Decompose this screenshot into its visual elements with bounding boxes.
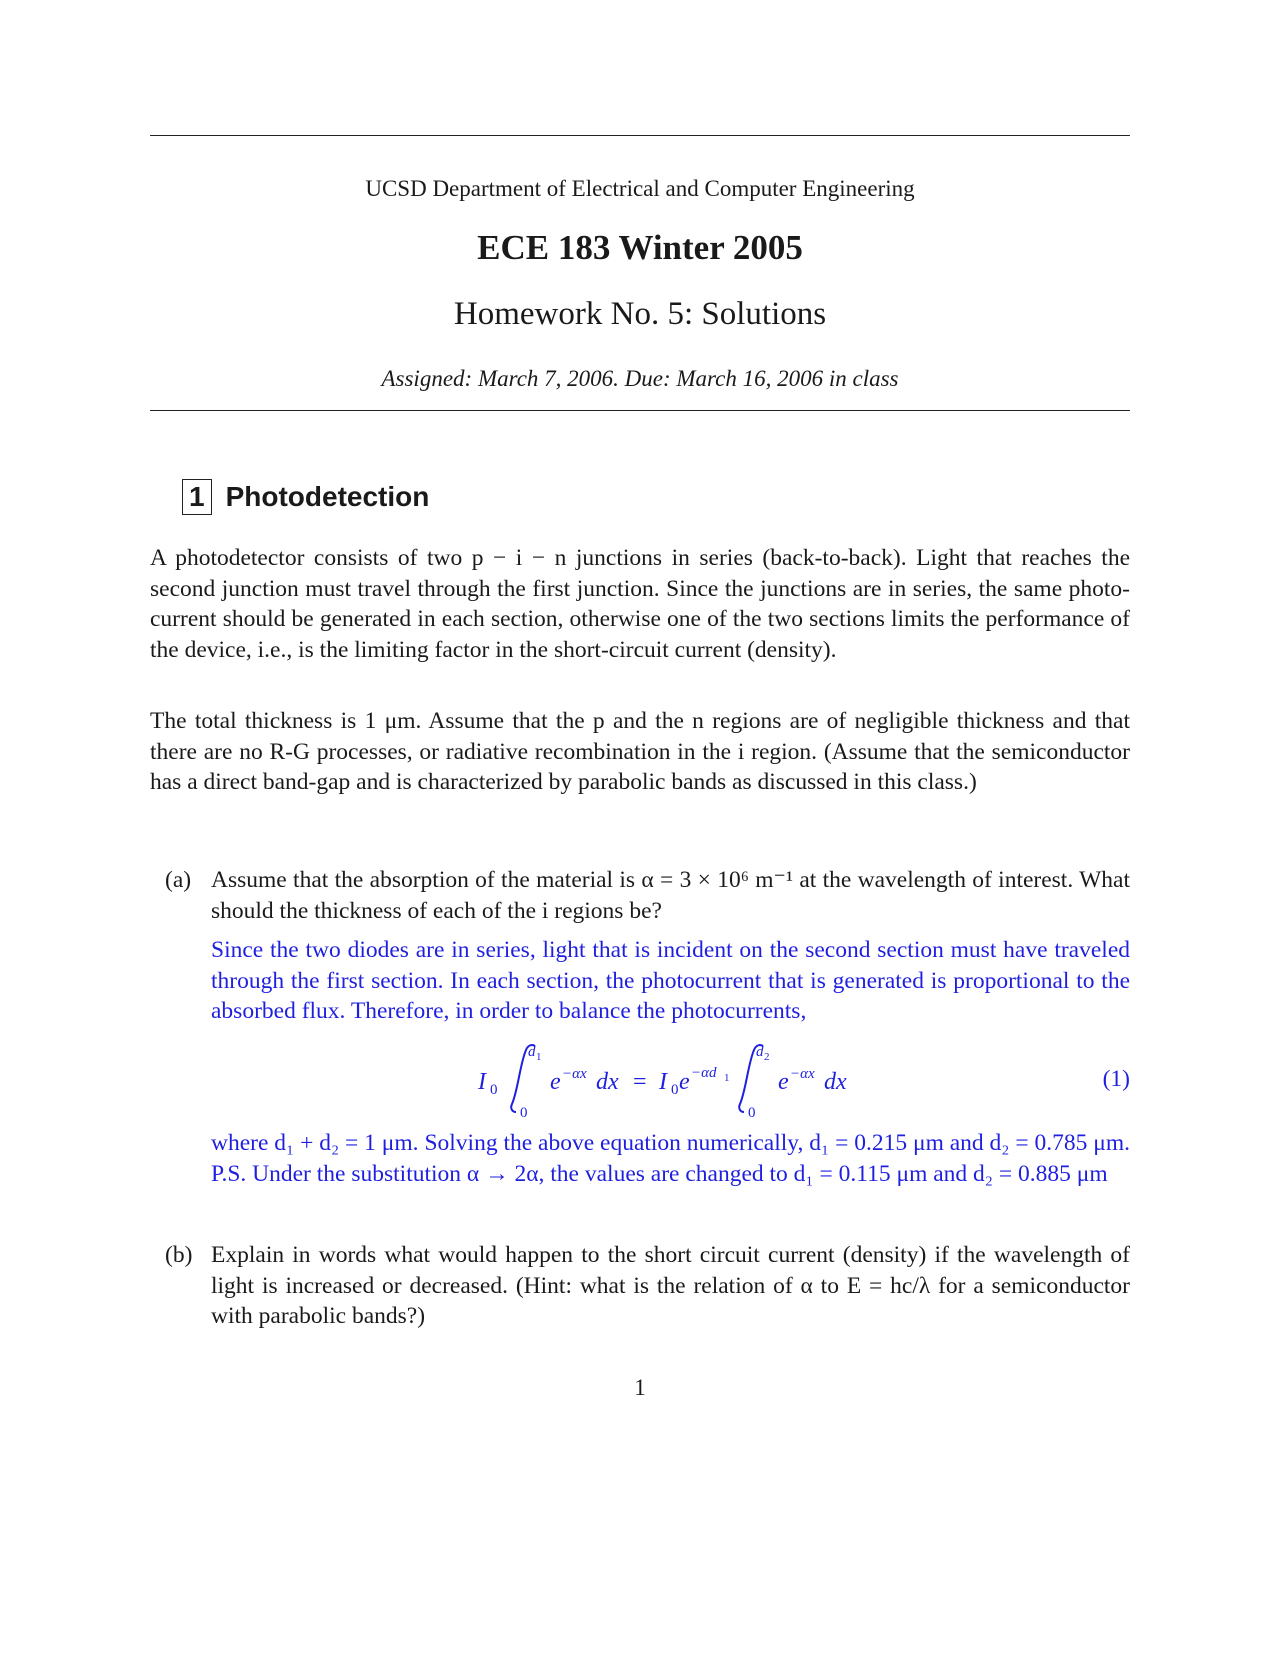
department-name: UCSD Department of Electrical and Computer Engineering <box>365 176 915 201</box>
course-title: ECE 183 Winter 2005 <box>477 228 803 267</box>
question-b-label: (b) <box>165 1242 193 1268</box>
eq-integrand-2-base: e <box>778 1069 789 1095</box>
question-b-text: Explain in words what would happen to the short circuit current (density) if the wavelength of light is increased or decreased. (Hint: what is the relation of α to E = hc/λ for a semiconductor with parabolic bands?) <box>211 1242 1130 1329</box>
eq-rhs-exp: −αd <box>691 1065 717 1081</box>
eq-rhs-i: I <box>659 1069 667 1095</box>
eq-lower-1: 0 <box>520 1105 528 1120</box>
eq-differential-1: dx <box>596 1069 619 1095</box>
question-a-text: Assume that the absorption of the material is α = 3 × 10⁶ m⁻¹ at the wavelength of interest. What should the thickness of each of the i regions be? <box>211 867 1130 924</box>
eq-integrand-1-base: e <box>550 1069 561 1095</box>
homework-title: Homework No. 5: Solutions <box>453 296 827 332</box>
eq-lhs-i: I <box>478 1069 486 1095</box>
solution-a-part1: Since the two diodes are in series, light that is incident on the second section must have traveled through the first section. In each section, the photocurrent that is generated is proportional to the absorbed flux. Therefore, in order to balance the photocurrents, <box>211 937 1130 1024</box>
equation-graphic <box>476 1040 896 1120</box>
equation-1 <box>211 1040 1130 1120</box>
equation-number: (1) <box>1102 1066 1130 1092</box>
eq-upper-1: d <box>528 1044 536 1060</box>
section-title: Photodetection <box>225 481 430 512</box>
eq-rhs-base: e <box>679 1069 690 1095</box>
solution-a-part2: where d₁ + d₂ = 1 μm. Solving the above equation numerically, d₁ = 0.215 μm and d₂ = 0.785 μm. P.S. Under the substitution α → 2α, the values are changed to d₁ = 0.115 μm and d₂ = 0.885 μm <box>211 1130 1130 1187</box>
question-a <box>165 865 1130 926</box>
question-a-label: (a) <box>165 867 192 893</box>
eq-equals: = <box>633 1069 647 1095</box>
eq-integrand-1-exp: −αx <box>562 1066 587 1082</box>
eq-integrand-2-exp: −αx <box>790 1066 815 1082</box>
eq-lhs-sub: 0 <box>490 1082 498 1098</box>
eq-rhs-sub: 0 <box>671 1082 679 1098</box>
section-heading <box>182 479 429 515</box>
top-rule <box>150 135 1130 136</box>
assignment-dates: Assigned: March 7, 2006. Due: March 16, 2006 in class <box>381 366 899 391</box>
eq-upper-2-sub: 2 <box>764 1051 770 1063</box>
intro-paragraph: A photodetector consists of two p − i − n junctions in series (back-to-back). Light that reaches the second junction must travel through the first junction. Since the junctions are in series, the same photo-current should be generated in each section, otherwise one of the two sections limits the performance of the device, i.e., is the limiting factor in the short-circuit current (density). <box>150 545 1130 663</box>
eq-rhs-exp-sub: 1 <box>724 1072 730 1084</box>
eq-upper-1-sub: 1 <box>536 1051 542 1063</box>
question-b <box>165 1240 1130 1332</box>
page-number: 1 <box>634 1375 646 1400</box>
eq-upper-2: d <box>756 1044 764 1060</box>
eq-differential-2: dx <box>824 1069 847 1095</box>
eq-lower-2: 0 <box>748 1105 756 1120</box>
header-rule <box>150 410 1130 411</box>
section-number: 1 <box>182 479 212 515</box>
assumptions-paragraph: The total thickness is 1 μm. Assume that the p and the n regions are of negligible thickness and that there are no R-G processes, or radiative recombination in the i region. (Assume that the semiconductor has a direct band-gap and is characterized by parabolic bands as discussed in this class.) <box>150 708 1130 795</box>
